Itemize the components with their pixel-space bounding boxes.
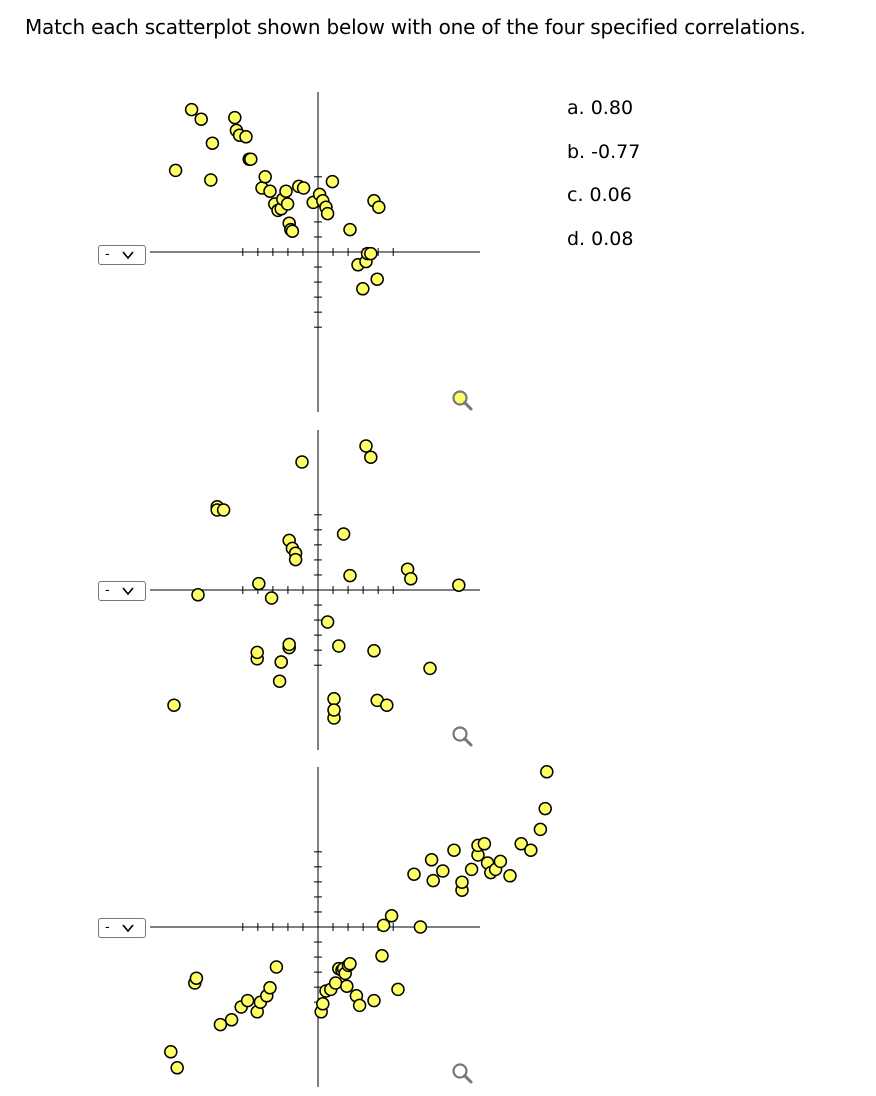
data-point bbox=[357, 283, 369, 295]
choice-b: b. -0.77 bbox=[567, 140, 641, 163]
data-point bbox=[381, 699, 393, 711]
data-point bbox=[344, 224, 356, 236]
data-point bbox=[195, 113, 207, 125]
correlation-dropdown-1[interactable] bbox=[98, 245, 146, 265]
data-point bbox=[170, 164, 182, 176]
data-point bbox=[426, 854, 438, 866]
correlation-dropdown-2[interactable] bbox=[98, 581, 146, 601]
data-point bbox=[171, 1062, 183, 1074]
data-point bbox=[165, 1046, 177, 1058]
data-point bbox=[214, 1019, 226, 1031]
data-point bbox=[534, 823, 546, 835]
data-point bbox=[218, 504, 230, 516]
data-point bbox=[371, 273, 383, 285]
data-point bbox=[525, 844, 537, 856]
data-point bbox=[275, 656, 287, 668]
dropdown-value: - bbox=[105, 583, 110, 598]
data-point bbox=[282, 198, 294, 210]
data-point bbox=[453, 579, 465, 591]
data-point bbox=[245, 153, 257, 165]
data-point bbox=[365, 248, 377, 260]
data-point bbox=[494, 855, 506, 867]
data-point bbox=[328, 693, 340, 705]
dropdown-value: - bbox=[105, 920, 110, 935]
data-point bbox=[253, 578, 265, 590]
data-point bbox=[328, 704, 340, 716]
data-point bbox=[322, 616, 334, 628]
zoom-icon[interactable] bbox=[450, 388, 474, 412]
data-point bbox=[259, 171, 271, 183]
chevron-down-icon bbox=[121, 248, 135, 262]
data-point bbox=[360, 440, 372, 452]
data-point bbox=[251, 646, 263, 658]
scatterplot-1-svg bbox=[150, 92, 480, 412]
data-point bbox=[330, 977, 342, 989]
data-point bbox=[344, 958, 356, 970]
data-point bbox=[296, 456, 308, 468]
data-point bbox=[266, 592, 278, 604]
scatterplot-3 bbox=[150, 767, 480, 1087]
data-point bbox=[386, 910, 398, 922]
data-point bbox=[466, 863, 478, 875]
data-point bbox=[405, 573, 417, 585]
zoom-icon[interactable] bbox=[450, 724, 474, 748]
data-point bbox=[368, 995, 380, 1007]
data-point bbox=[206, 137, 218, 149]
data-point bbox=[437, 865, 449, 877]
scatterplot-2 bbox=[150, 430, 480, 750]
choice-c: c. 0.06 bbox=[567, 184, 632, 206]
data-point bbox=[354, 999, 366, 1011]
scatterplot-1 bbox=[150, 92, 480, 412]
question-text: Match each scatterplot shown below with one of the four specified correlations. bbox=[25, 15, 806, 39]
data-point bbox=[424, 662, 436, 674]
data-point bbox=[190, 972, 202, 984]
data-point bbox=[290, 554, 302, 566]
chevron-down-icon bbox=[121, 921, 135, 935]
data-point bbox=[408, 868, 420, 880]
data-point bbox=[541, 766, 553, 778]
data-point bbox=[341, 980, 353, 992]
data-point bbox=[365, 451, 377, 463]
data-point bbox=[326, 176, 338, 188]
data-point bbox=[205, 174, 217, 186]
data-point bbox=[286, 225, 298, 237]
dropdown-value: - bbox=[105, 247, 110, 262]
data-point bbox=[270, 961, 282, 973]
chevron-down-icon bbox=[121, 584, 135, 598]
data-point bbox=[368, 645, 380, 657]
choice-a: a. 0.80 bbox=[567, 97, 634, 119]
zoom-icon[interactable] bbox=[450, 1061, 474, 1085]
data-point bbox=[240, 131, 252, 143]
data-point bbox=[322, 208, 334, 220]
data-point bbox=[317, 998, 329, 1010]
data-point bbox=[427, 875, 439, 887]
data-point bbox=[338, 528, 350, 540]
data-point bbox=[280, 185, 292, 197]
scatterplot-2-svg bbox=[150, 430, 480, 750]
data-point bbox=[264, 982, 276, 994]
data-point bbox=[504, 870, 516, 882]
data-point bbox=[448, 844, 460, 856]
data-point bbox=[414, 921, 426, 933]
data-point bbox=[333, 640, 345, 652]
data-point bbox=[264, 185, 276, 197]
answer-choices bbox=[567, 97, 640, 271]
data-point bbox=[478, 838, 490, 850]
data-point bbox=[226, 1014, 238, 1026]
data-point bbox=[373, 201, 385, 213]
data-point bbox=[298, 182, 310, 194]
data-point bbox=[283, 638, 295, 650]
data-point bbox=[168, 699, 180, 711]
data-point bbox=[376, 950, 388, 962]
data-point bbox=[186, 104, 198, 116]
data-point bbox=[539, 803, 551, 815]
choice-d: d. 0.08 bbox=[567, 227, 634, 250]
correlation-dropdown-3[interactable] bbox=[98, 918, 146, 938]
data-point bbox=[229, 112, 241, 124]
data-point bbox=[392, 983, 404, 995]
data-point bbox=[456, 876, 468, 888]
scatterplot-3-svg bbox=[150, 767, 480, 1087]
data-point bbox=[344, 570, 356, 582]
data-point bbox=[242, 995, 254, 1007]
data-point bbox=[192, 589, 204, 601]
data-point bbox=[274, 675, 286, 687]
